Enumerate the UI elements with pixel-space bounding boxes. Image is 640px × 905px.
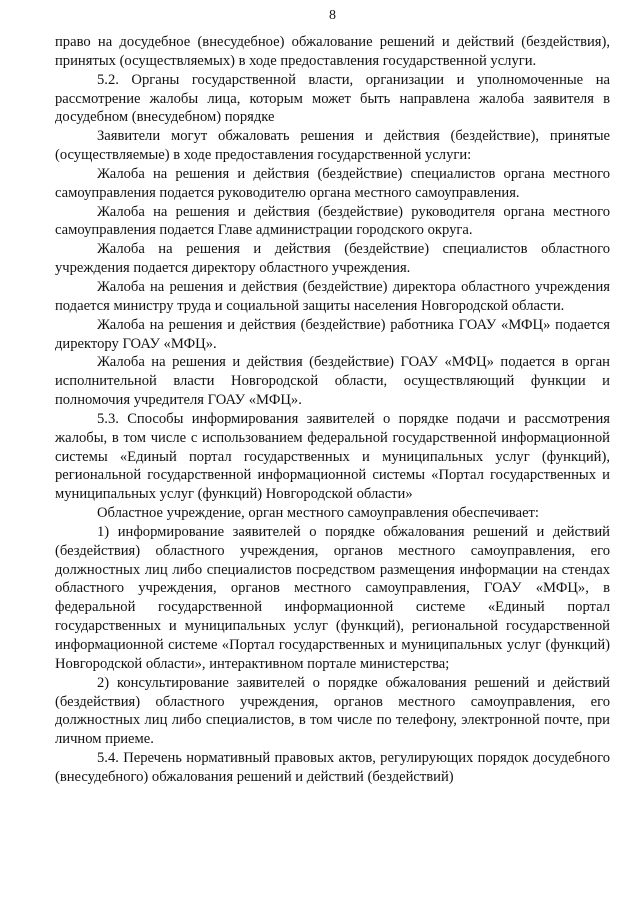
paragraph: Жалоба на решения и действия (бездействие) специалистов органа местного самоуправления подается руководителю органа местного самоуправления.	[55, 165, 610, 201]
paragraph: Жалоба на решения и действия (бездействие) специалистов областного учреждения подается директору областного учреждения.	[55, 241, 610, 277]
paragraph: Жалоба на решения и действия (бездействие) директора областного учреждения подается министру труда и социальной защиты населения Новгородской области.	[55, 278, 610, 314]
paragraph-continuation: право на досудебное (внесудебное) обжалование решений и действий (бездействия), принятых (осуществляемых) в ходе предоставления государственной услуги.	[55, 34, 610, 69]
list-item: 1) информирование заявителей о порядке обжалования решений и действий (бездействия) областного учреждения, органов местного самоуправления, его должностных лиц либо специалистов посредством размещения информации на стендах областного учреждения, органов местного самоуправления, ГОАУ «МФЦ», в федеральной государственной информационной системе «Единый портал государственных и муниципальных услуг (функций), региональной государственной информационной системе «Портал государственных и муниципальных услуг (функций) Новгородской области», интерактивном портале министерства;	[55, 523, 610, 672]
page-number: 8	[329, 8, 336, 23]
list-item: 2) консультирование заявителей о порядке обжалования решений и действий (бездействия) областного учреждения, органов местного самоуправления, его должностных лиц либо специалистов, в том числе по телефону, электронной почте, при личном приеме.	[55, 674, 610, 748]
paragraph: Областное учреждение, орган местного самоуправления обеспечивает:	[97, 505, 539, 522]
paragraph: Жалоба на решения и действия (бездействие) руководителя органа местного самоуправления подается Главе администрации городского округа.	[55, 203, 610, 239]
paragraph: Жалоба на решения и действия (бездействие) ГОАУ «МФЦ» подается в орган исполнительной власти Новгородской области, осуществляющий функции и полномочия учредителя ГОАУ «МФЦ».	[55, 354, 610, 409]
section-5-4-heading: 5.4. Перечень нормативный правовых актов, регулирующих порядок досудебного (внесудебного) обжалования решений и действий (бездействий)	[55, 750, 610, 785]
section-5-3-heading: 5.3. Способы информирования заявителей о порядке подачи и рассмотрения жалобы, в том числе с использованием федеральной государственной информационной системы «Единый портал государственных и муниципальных услуг (функций), региональной государственной информационной системы «Портал государственных и муниципальных услуг (функций) Новгородской области»	[55, 410, 610, 503]
paragraph: Жалоба на решения и действия (бездействие) работника ГОАУ «МФЦ» подается директору ГОАУ «МФЦ».	[55, 316, 610, 352]
paragraph: Заявители могут обжаловать решения и действия (бездействие), принятые (осуществляемые) в ходе предоставления государственной услуги:	[55, 128, 610, 164]
section-5-2-heading: 5.2. Органы государственной власти, организации и уполномоченные на рассмотрение жалобы лица, которым может быть направлена жалоба заявителя в досудебном (внесудебном) порядке	[55, 71, 610, 126]
document-body	[55, 33, 610, 787]
